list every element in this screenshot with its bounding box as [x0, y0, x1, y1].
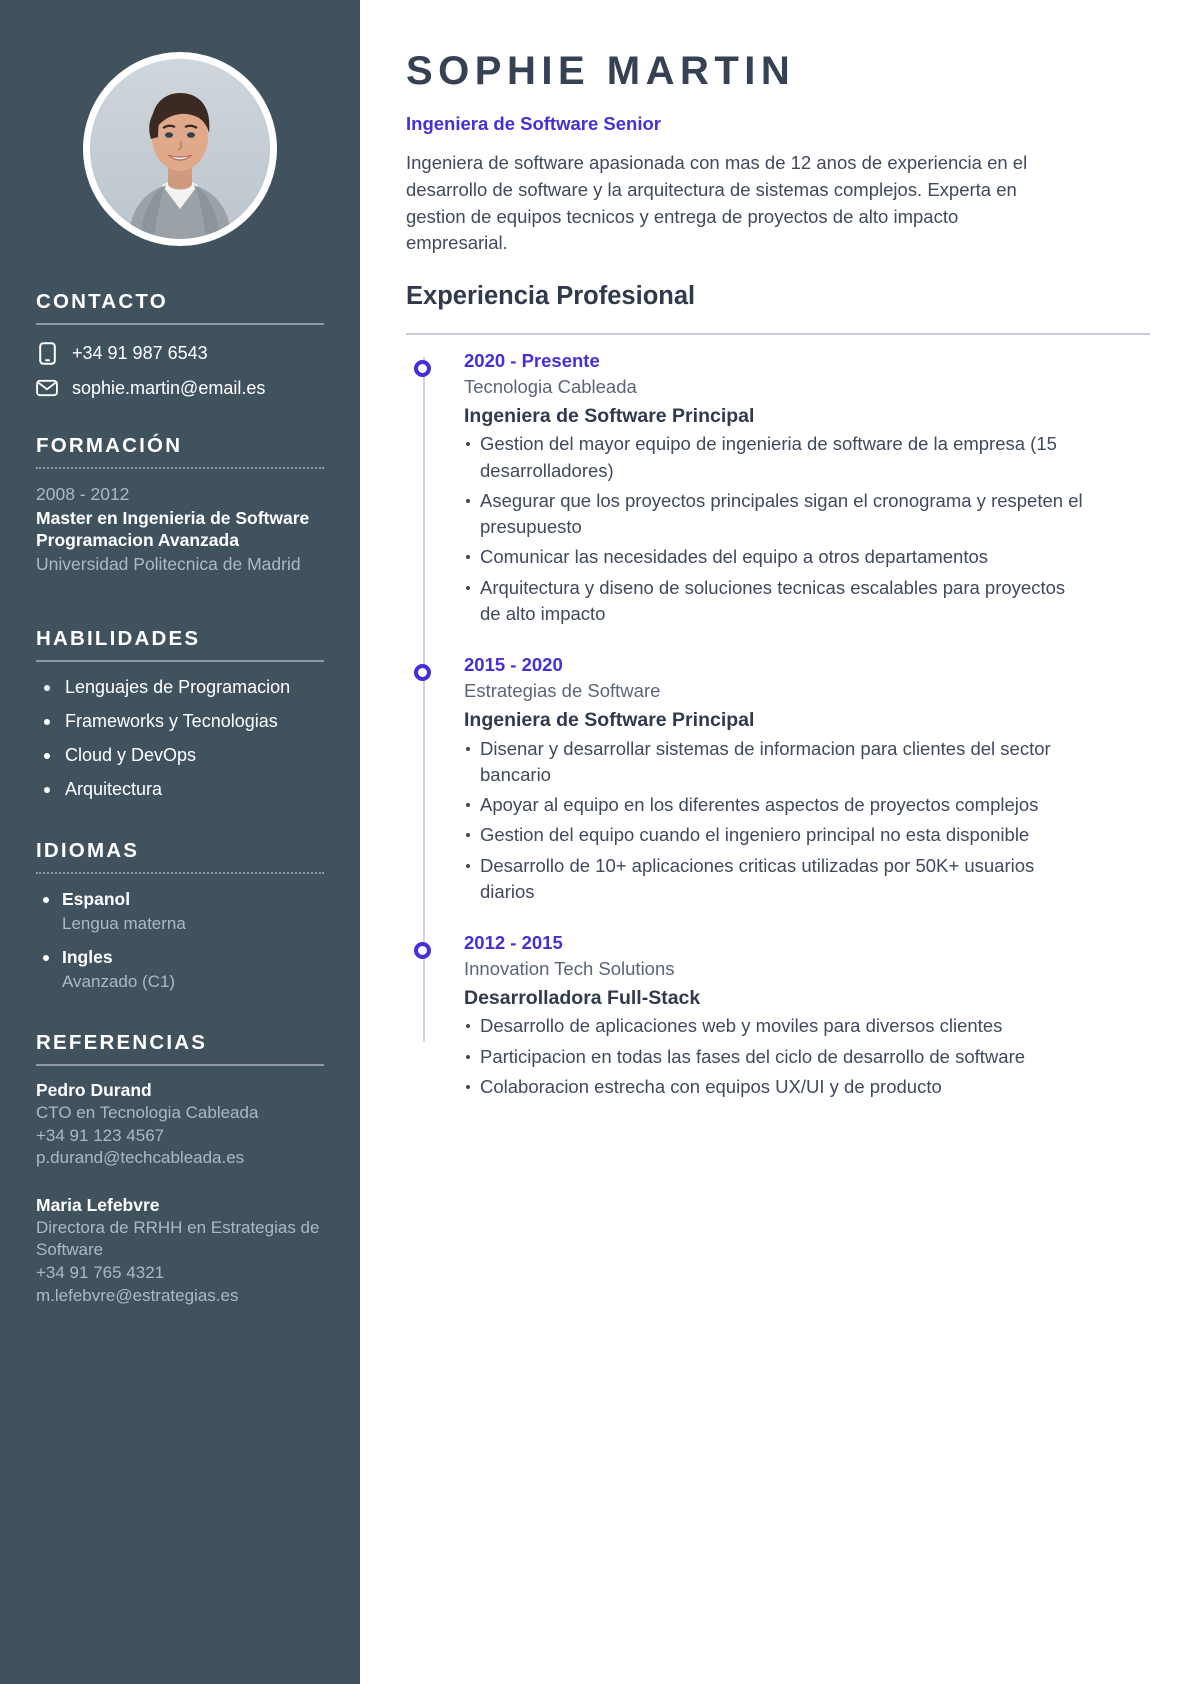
contact-list: [36, 341, 324, 400]
job-title: Ingeniera de Software Senior: [406, 113, 661, 134]
avatar-wrapper: [36, 52, 324, 246]
timeline-dot-icon: [414, 360, 431, 377]
list-item: Lenguajes de Programacion: [36, 678, 324, 698]
reference-role: CTO en Tecnologia Cableada: [36, 1103, 259, 1123]
idiomas-heading: IDIOMAS: [36, 839, 140, 863]
section-contacto: [36, 290, 324, 400]
experience-role: Desarrolladora Full-Stack: [464, 987, 701, 1010]
experience-item: [464, 931, 1150, 1100]
list-item: [36, 947, 324, 993]
experience-role: Ingeniera de Software Principal: [464, 405, 755, 428]
contact-email-row[interactable]: [36, 376, 324, 400]
experience-dates: 2015 - 2020: [464, 654, 563, 676]
habilidades-heading: HABILIDADES: [36, 627, 201, 651]
list-item: Participacion en todas las fases del ciclo de desarrollo de software: [464, 1044, 1090, 1070]
contacto-heading: CONTACTO: [36, 290, 168, 313]
portrait-photo-icon: [90, 59, 270, 239]
reference-email: m.lefebvre@estrategias.es: [36, 1285, 239, 1305]
section-referencias: [36, 1031, 324, 1307]
reference-phone: +34 91 765 4321: [36, 1262, 165, 1282]
contacto-divider: [36, 323, 324, 325]
phone-icon: [36, 341, 58, 365]
experience-heading: Experiencia Profesional: [406, 282, 696, 311]
list-item: [36, 889, 324, 935]
education-dates: 2008 - 2012: [36, 484, 130, 504]
referencias-heading: REFERENCIAS: [36, 1031, 208, 1055]
experience-company: Tecnologia Cableada: [464, 376, 637, 398]
page-title: SOPHIE MARTIN: [406, 49, 796, 93]
list-item: Asegurar que los proyectos principales sigan el cronograma y respeten el presupuesto: [464, 488, 1090, 541]
language-name: Espanol: [62, 889, 131, 910]
contact-phone-row[interactable]: [36, 341, 324, 365]
list-item: Colaboracion estrecha con equipos UX/UI y de producto: [464, 1074, 1090, 1100]
list-item: Disenar y desarrollar sistemas de informacion para clientes del sector bancario: [464, 736, 1090, 789]
experience-timeline: [406, 349, 1150, 1100]
section-formacion: [36, 434, 324, 575]
experience-bullets: [464, 1013, 1150, 1100]
language-level: Lengua materna: [62, 914, 186, 934]
timeline-dot-icon: [414, 942, 431, 959]
education-school: Universidad Politecnica de Madrid: [36, 553, 301, 574]
avatar: [83, 52, 277, 246]
list-item: Frameworks y Tecnologias: [36, 712, 324, 732]
reference-name: Pedro Durand: [36, 1080, 152, 1101]
sidebar: [0, 0, 360, 1684]
formacion-heading: FORMACIÓN: [36, 434, 183, 457]
list-item: Desarrollo de 10+ aplicaciones criticas utilizadas por 50K+ usuarios diarios: [464, 853, 1090, 906]
email-icon: [36, 376, 58, 400]
reference-name: Maria Lefebvre: [36, 1194, 160, 1215]
reference-entry: [36, 1079, 324, 1170]
experience-dates: 2020 - Presente: [464, 350, 600, 372]
profile-summary: Ingeniera de software apasionada con mas de 12 anos de experiencia en el desarrollo de software y la arquitectura de sistemas complejos. Experta en gestion de equipos tecnicos y entrega de proyectos de alto impacto empresarial.: [406, 152, 1028, 254]
language-level: Avanzado (C1): [62, 972, 176, 992]
referencias-divider: [36, 1064, 324, 1066]
reference-email: p.durand@techcableada.es: [36, 1148, 245, 1168]
list-item: Cloud y DevOps: [36, 746, 324, 766]
experience-item: [464, 653, 1150, 905]
experience-bullets: [464, 431, 1150, 627]
education-degree: Master en Ingenieria de Software Programacion Avanzada: [36, 507, 310, 551]
experience-divider: [406, 333, 1150, 335]
reference-phone: +34 91 123 4567: [36, 1125, 165, 1145]
reference-role: Directora de RRHH en Estrategias de Software: [36, 1217, 320, 1260]
reference-entry: [36, 1194, 324, 1307]
experience-company: Innovation Tech Solutions: [464, 958, 675, 980]
list-item: Arquitectura y diseno de soluciones tecnicas escalables para proyectos de alto impacto: [464, 575, 1090, 628]
experience-item: [464, 349, 1150, 627]
language-name: Ingles: [62, 947, 113, 968]
list-item: Arquitectura: [36, 780, 324, 800]
list-item: Gestion del mayor equipo de ingenieria de software de la empresa (15 desarrolladores): [464, 431, 1090, 484]
list-item: Apoyar al equipo en los diferentes aspectos de proyectos complejos: [464, 792, 1090, 818]
list-item: Comunicar las necesidades del equipo a otros departamentos: [464, 544, 1090, 570]
list-item: Desarrollo de aplicaciones web y moviles para diversos clientes: [464, 1013, 1090, 1039]
experience-company: Estrategias de Software: [464, 680, 661, 702]
education-entry: [36, 483, 324, 575]
formacion-divider: [36, 467, 324, 469]
idiomas-divider: [36, 872, 324, 874]
timeline-dot-icon: [414, 664, 431, 681]
experience-role: Ingeniera de Software Principal: [464, 709, 755, 732]
section-idiomas: [36, 839, 324, 993]
main-content: [360, 0, 1190, 1684]
section-habilidades: [36, 627, 324, 799]
skills-list: [36, 678, 324, 799]
experience-dates: 2012 - 2015: [464, 932, 563, 954]
habilidades-divider: [36, 660, 324, 662]
contact-phone-value: +34 91 987 6543: [72, 342, 208, 363]
list-item: Gestion del equipo cuando el ingeniero principal no esta disponible: [464, 822, 1090, 848]
contact-email-value: sophie.martin@email.es: [72, 377, 266, 398]
experience-bullets: [464, 736, 1150, 906]
languages-list: [36, 889, 324, 993]
